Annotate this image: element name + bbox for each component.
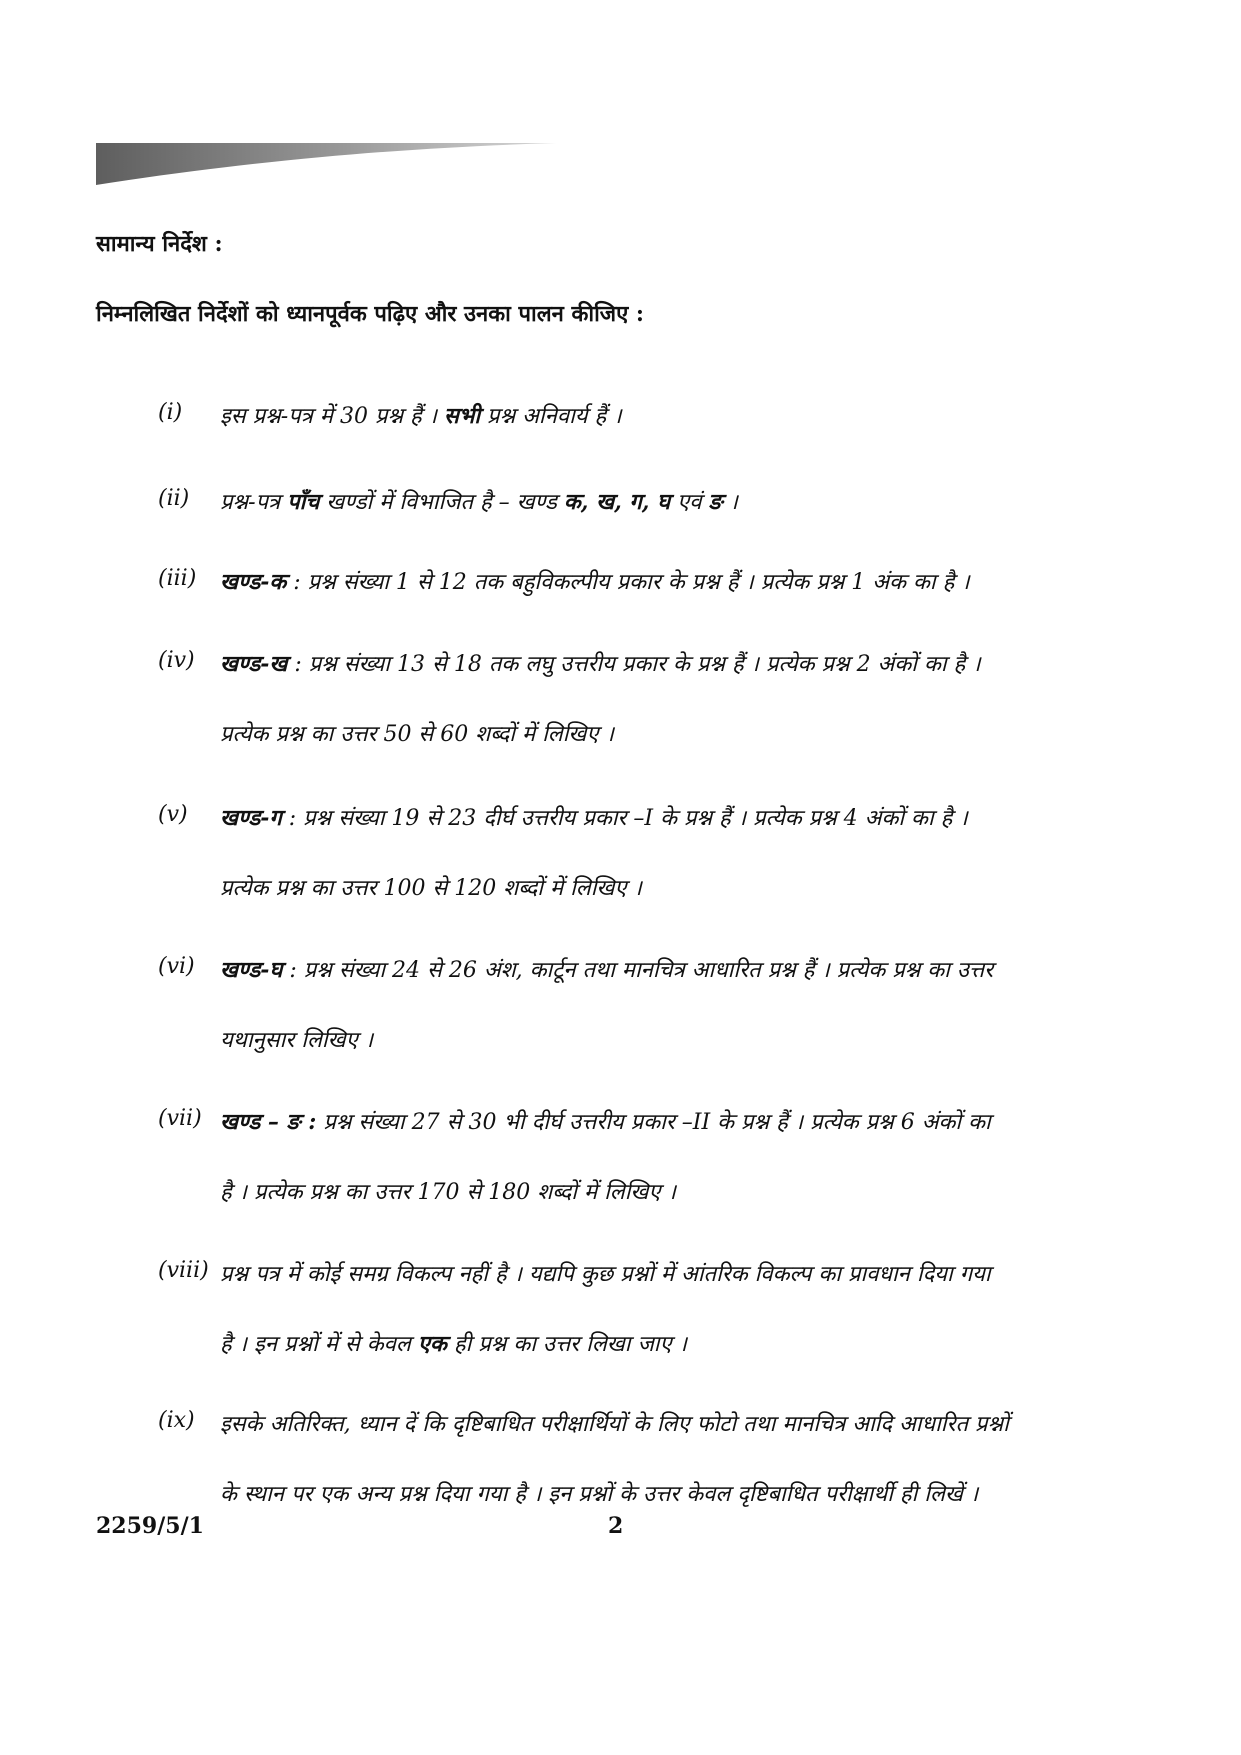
item-number: (ii) (158, 486, 190, 511)
item-text: इसके अतिरिक्त, ध्यान दें कि दृष्टिबाधित परीक्षार्थियों के लिए फोटो तथा मानचित्र आदि आधारित प्रश्नों (220, 1412, 1009, 1437)
item-text: प्रश्न पत्र में कोई समग्र विकल्प नहीं है । यद्यपि कुछ प्रश्नों में आंतरिक विकल्प का प्रावधान दिया गया (220, 1262, 991, 1287)
item-number: (v) (158, 802, 188, 827)
paper-code: 2259/5/1 (96, 1513, 204, 1539)
header-decorative-bar (96, 143, 556, 185)
item-text: खण्ड-घ : प्रश्न संख्या 24 से 26 अंश, कार्टून तथा मानचित्र आधारित प्रश्न हैं । प्रत्येक प्रश्न का उत्तर (220, 957, 994, 983)
item-text-continued: प्रत्येक प्रश्न का उत्तर 50 से 60 शब्दों में लिखिए । (220, 722, 614, 747)
item-number: (iv) (158, 648, 195, 673)
item-text-continued: के स्थान पर एक अन्य प्रश्न दिया गया है । इन प्रश्नों के उत्तर केवल दृष्टिबाधित परीक्षार्थी ही लिखें । (220, 1482, 979, 1507)
item-text-continued: है । प्रत्येक प्रश्न का उत्तर 170 से 180 शब्दों में लिखिए । (220, 1180, 676, 1205)
item-text: खण्ड – ङ : प्रश्न संख्या 27 से 30 भी दीर्घ उत्तरीय प्रकार –II के प्रश्न हैं । प्रत्येक प्रश्न 6 अंकों का (220, 1109, 991, 1135)
item-number: (viii) (158, 1258, 209, 1283)
item-text-continued: यथानुसार लिखिए । (220, 1028, 374, 1053)
item-number: (vii) (158, 1106, 202, 1131)
item-text-continued: प्रत्येक प्रश्न का उत्तर 100 से 120 शब्दों में लिखिए । (220, 876, 642, 901)
page-number: 2 (608, 1513, 624, 1539)
item-number: (ix) (158, 1408, 195, 1433)
item-text: खण्ड-ग : प्रश्न संख्या 19 से 23 दीर्घ उत्तरीय प्रकार –I के प्रश्न हैं । प्रत्येक प्रश्न 4 अंकों का है । (220, 805, 968, 831)
item-text-continued: है । इन प्रश्नों में से केवल एक ही प्रश्न का उत्तर लिखा जाए । (220, 1331, 687, 1357)
item-number: (vi) (158, 954, 195, 979)
item-text: खण्ड-ख : प्रश्न संख्या 13 से 18 तक लघु उत्तरीय प्रकार के प्रश्न हैं । प्रत्येक प्रश्न 2 अंकों का है । (220, 651, 981, 677)
item-text: इस प्रश्न-पत्र में 30 प्रश्न हैं । सभी प्रश्न अनिवार्य हैं । (220, 403, 622, 429)
instructions-subtitle: निम्नलिखित निर्देशों को ध्यानपूर्वक पढ़िए और उनका पालन कीजिए : (96, 301, 645, 327)
page-title: सामान्य निर्देश : (96, 231, 223, 257)
item-text: खण्ड-क : प्रश्न संख्या 1 से 12 तक बहुविकल्पीय प्रकार के प्रश्न हैं । प्रत्येक प्रश्न 1 अंक का है । (220, 569, 970, 595)
item-text: प्रश्न-पत्र पाँच खण्डों में विभाजित है – खण्ड क, ख, ग, घ एवं ङ । (220, 489, 738, 515)
item-number: (i) (158, 400, 183, 425)
item-number: (iii) (158, 566, 197, 591)
